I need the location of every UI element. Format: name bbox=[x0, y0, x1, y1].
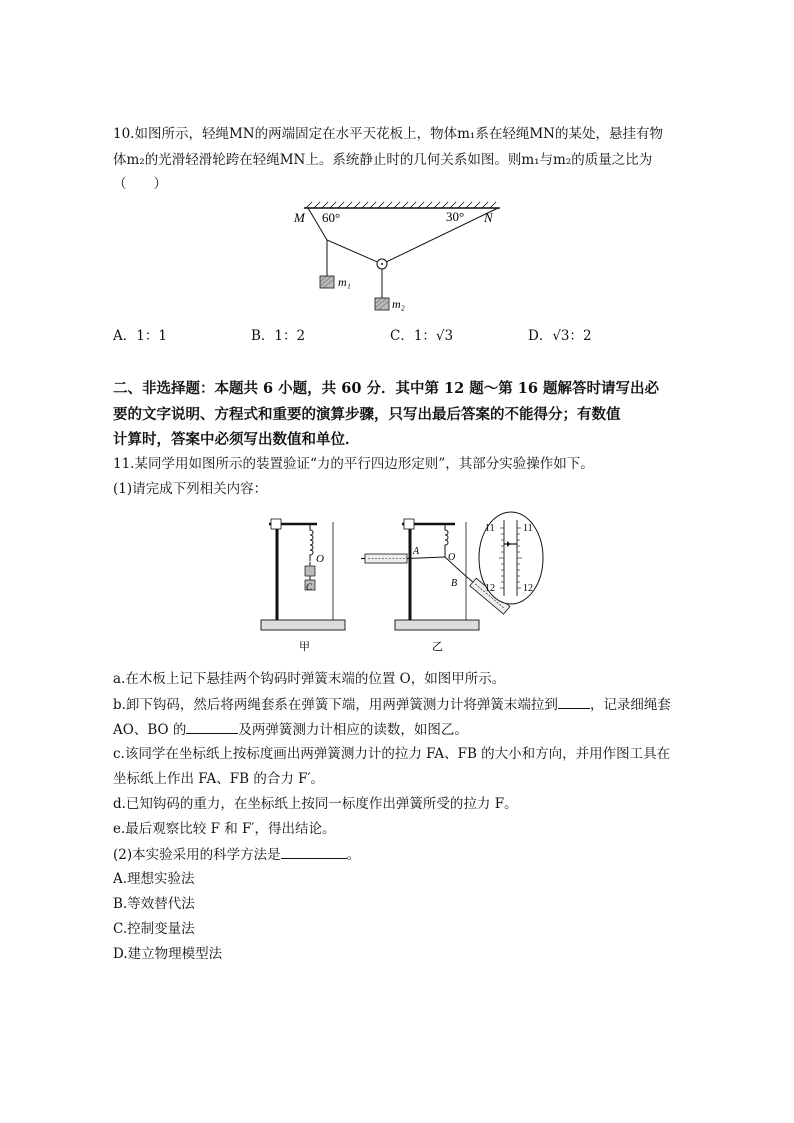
q11-sub2: (2)本实验采用的科学方法是 。 bbox=[113, 844, 360, 865]
scale-12-right: 12 bbox=[523, 583, 533, 594]
ceiling-hatch bbox=[306, 202, 496, 208]
q10-line1: 10.如图所示，轻绳MN的两端固定在水平天花板上，物体m₁系在轻绳MN的某处，悬挂有物 bbox=[113, 126, 663, 142]
label-o-right: O bbox=[448, 552, 456, 563]
blank-position bbox=[558, 694, 590, 709]
blank-direction bbox=[186, 719, 238, 734]
q10-option-b: B．1：2 bbox=[251, 328, 306, 344]
scale-12-left: 12 bbox=[485, 583, 495, 594]
label-o-left: O bbox=[316, 553, 324, 565]
spring-right bbox=[445, 524, 448, 551]
caption-left: 甲 bbox=[299, 641, 310, 653]
q11-step-d: d.已知钩码的重力，在坐标纸上按同一标度作出弹簧所受的拉力 F。 bbox=[113, 796, 518, 812]
q11-step-e: e.最后观察比较 F 和 F′，得出结论。 bbox=[113, 821, 336, 837]
label-n: N bbox=[484, 210, 493, 225]
blank-method bbox=[281, 844, 347, 859]
hook-weight-1 bbox=[305, 566, 315, 576]
q10-option-d: D．√3：2 bbox=[528, 328, 592, 344]
label-a: A bbox=[413, 546, 420, 557]
section2-line1: 二、非选择题：本题共 6 小题，共 60 分．其中第 12 题～第 16 题解答时请写出必 bbox=[113, 380, 660, 397]
label-c: C bbox=[306, 582, 313, 592]
weight-m2 bbox=[375, 298, 389, 310]
q10-figure bbox=[290, 198, 510, 318]
scale-11-right: 11 bbox=[523, 523, 533, 534]
q10-option-a: A．1：1 bbox=[113, 328, 167, 344]
section2-line2: 要的文字说明、方程式和重要的演算步骤，只写出最后答案的不能得分；有数值 bbox=[113, 406, 621, 423]
label-m2: m₂ bbox=[392, 297, 405, 311]
angle-left: 60° bbox=[322, 210, 341, 225]
q10-line2: 体m₂的光滑轻滑轮跨在轻绳MN上。系统静止时的几何关系如图。则m₁与m₂的质量之比为 bbox=[113, 152, 653, 168]
base-right bbox=[395, 620, 479, 630]
label-m1: m₁ bbox=[338, 275, 351, 289]
section2-line3: 计算时，答案中必须写出数值和单位． bbox=[113, 431, 360, 448]
angle-right: 30° bbox=[446, 209, 465, 224]
q11-choice-d: D.建立物理模型法 bbox=[113, 946, 223, 962]
label-m: M bbox=[294, 210, 305, 225]
q11-sub1: (1)请完成下列相关内容： bbox=[113, 481, 268, 497]
label-b: B bbox=[451, 578, 458, 589]
q11-step-a: a.在木板上记下悬挂两个钩码时弹簧末端的位置 O，如图甲所示。 bbox=[113, 671, 506, 687]
scale-11-left: 11 bbox=[485, 523, 495, 534]
q11-choice-c: C.控制变量法 bbox=[113, 921, 195, 937]
q10-option-c: C．1：√3 bbox=[390, 328, 454, 344]
q11-step-c2: 坐标纸上作出 FA、FB 的合力 F′。 bbox=[113, 771, 325, 787]
q11-step-b2: AO、BO 的 及两弹簧测力计相应的读数，如图乙。 bbox=[113, 719, 468, 740]
q11-step-b1: b.卸下钩码，然后将两绳套系在弹簧下端，用两弹簧测力计将弹簧末端拉到 ，记录细绳套 bbox=[113, 694, 671, 715]
q11-step-c1: c.该同学在坐标纸上按标度画出两弹簧测力计的拉力 FA、FB 的大小和方向，并用作图工具在 bbox=[113, 746, 671, 762]
q11-figure bbox=[255, 510, 555, 658]
weight-m1 bbox=[320, 276, 334, 288]
q10-line3: （ ） bbox=[113, 176, 167, 192]
base-left bbox=[261, 620, 345, 630]
q11-choice-b: B.等效替代法 bbox=[113, 896, 195, 912]
q11-choice-a: A.理想实验法 bbox=[113, 871, 195, 887]
caption-right: 乙 bbox=[432, 641, 443, 653]
spring-left bbox=[310, 524, 313, 561]
q11-intro: 11.某同学用如图所示的装置验证“力的平行四边形定则”，其部分实验操作如下。 bbox=[113, 456, 594, 472]
